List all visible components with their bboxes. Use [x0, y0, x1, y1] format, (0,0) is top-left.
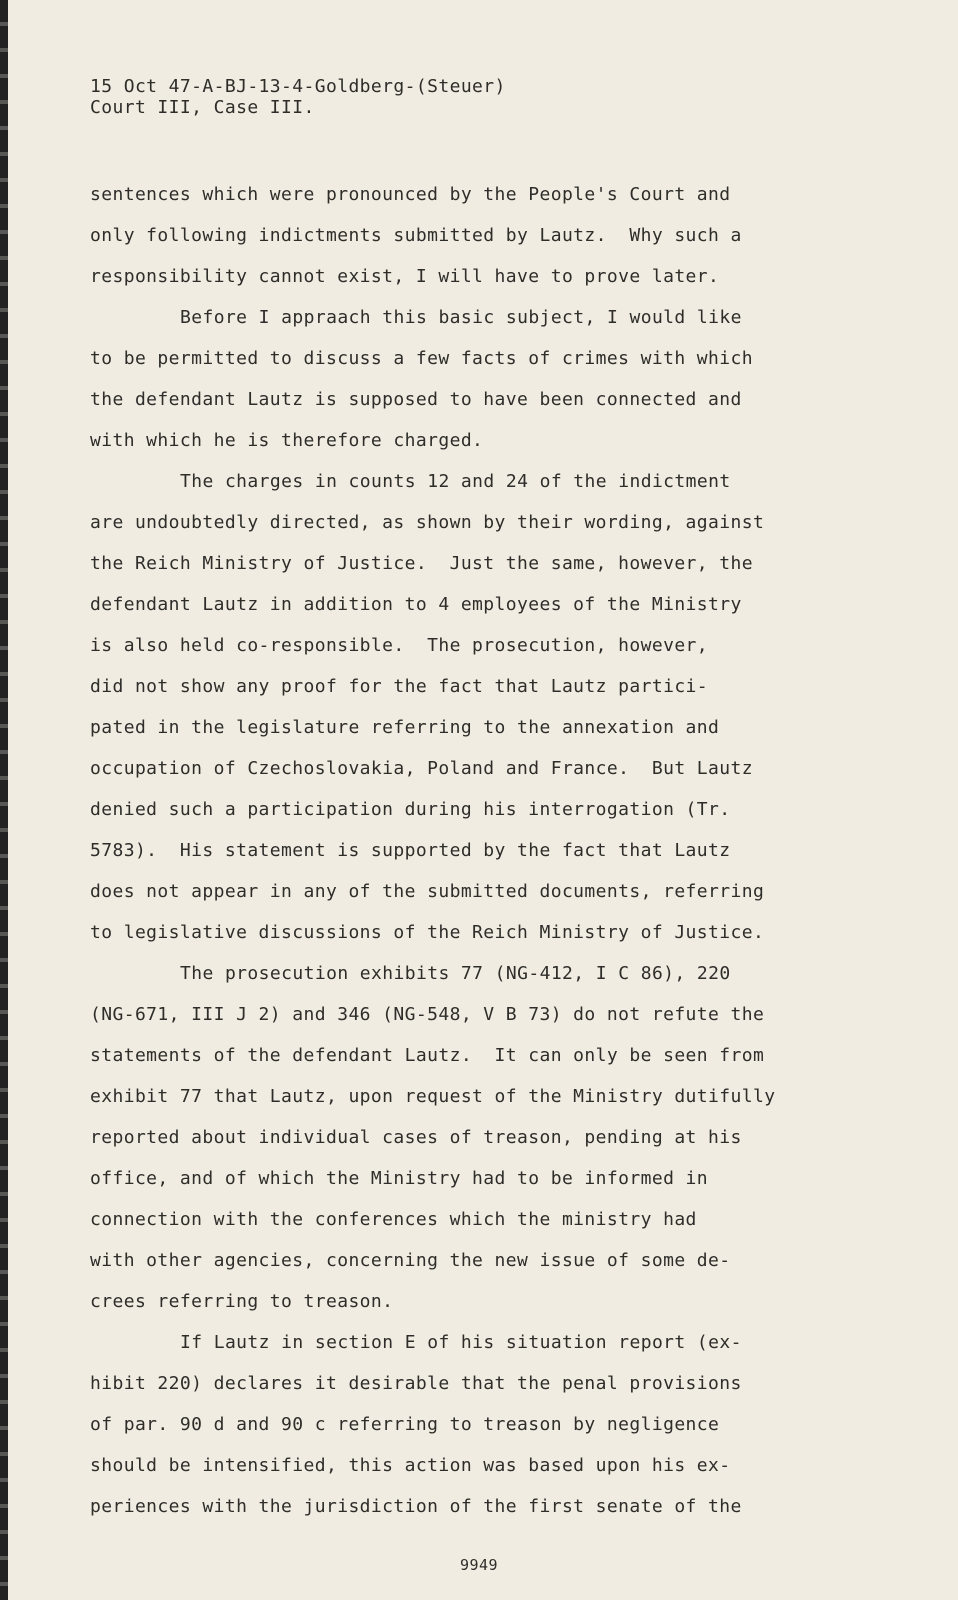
- page-number: 9949: [459, 1556, 499, 1574]
- text-line: to be permitted to discuss a few facts of crimes with which: [90, 348, 753, 369]
- binding-edge: [0, 0, 8, 1600]
- text-line: statements of the defendant Lautz. It can only be seen from: [90, 1045, 765, 1066]
- text-line: to legislative discussions of the Reich Ministry of Justice.: [90, 922, 765, 943]
- text-line: responsibility cannot exist, I will have to prove later.: [90, 266, 720, 287]
- text-line: did not show any proof for the fact that Lautz partici-: [90, 676, 709, 697]
- text-line: exhibit 77 that Lautz, upon request of the Ministry dutifully: [90, 1086, 776, 1107]
- text-line: only following indictments submitted by Lautz. Why such a: [90, 225, 742, 246]
- text-line: occupation of Czechoslovakia, Poland and France. But Lautz: [90, 758, 753, 779]
- text-line: office, and of which the Ministry had to be informed in: [90, 1168, 709, 1189]
- text-line: crees referring to treason.: [90, 1291, 394, 1312]
- document-body: [90, 174, 850, 1527]
- text-line: are undoubtedly directed, as shown by their wording, against: [90, 512, 765, 533]
- paragraph-start-line: If Lautz in section E of his situation report (ex-: [180, 1332, 742, 1353]
- text-line: hibit 220) declares it desirable that the penal provisions: [90, 1373, 742, 1394]
- text-line: is also held co-responsible. The prosecution, however,: [90, 635, 709, 656]
- paragraph-start-line: Before I appraach this basic subject, I would like: [180, 307, 742, 328]
- text-line: (NG-671, III J 2) and 346 (NG-548, V B 73) do not refute the: [90, 1004, 765, 1025]
- header-court-line: Court III, Case III.: [90, 97, 315, 118]
- text-line: 5783). His statement is supported by the fact that Lautz: [90, 840, 731, 861]
- document-header: [90, 76, 506, 118]
- text-line: the Reich Ministry of Justice. Just the same, however, the: [90, 553, 753, 574]
- text-line: sentences which were pronounced by the People's Court and: [90, 184, 731, 205]
- text-line: with other agencies, concerning the new issue of some de-: [90, 1250, 731, 1271]
- text-line: denied such a participation during his interrogation (Tr.: [90, 799, 731, 820]
- text-line: does not appear in any of the submitted documents, referring: [90, 881, 765, 902]
- paragraph-start-line: The charges in counts 12 and 24 of the indictment: [180, 471, 731, 492]
- text-line: with which he is therefore charged.: [90, 430, 484, 451]
- text-line: reported about individual cases of treason, pending at his: [90, 1127, 742, 1148]
- text-line: of par. 90 d and 90 c referring to treason by negligence: [90, 1414, 720, 1435]
- text-line: pated in the legislature referring to the annexation and: [90, 717, 720, 738]
- text-line: connection with the conferences which the ministry had: [90, 1209, 697, 1230]
- header-reference-line: 15 Oct 47-A-BJ-13-4-Goldberg-(Steuer): [90, 76, 506, 97]
- text-line: defendant Lautz in addition to 4 employees of the Ministry: [90, 594, 742, 615]
- paragraph-start-line: The prosecution exhibits 77 (NG-412, I C 86), 220: [180, 963, 731, 984]
- text-line: should be intensified, this action was based upon his ex-: [90, 1455, 731, 1476]
- text-line: periences with the jurisdiction of the first senate of the: [90, 1496, 742, 1517]
- text-line: the defendant Lautz is supposed to have been connected and: [90, 389, 742, 410]
